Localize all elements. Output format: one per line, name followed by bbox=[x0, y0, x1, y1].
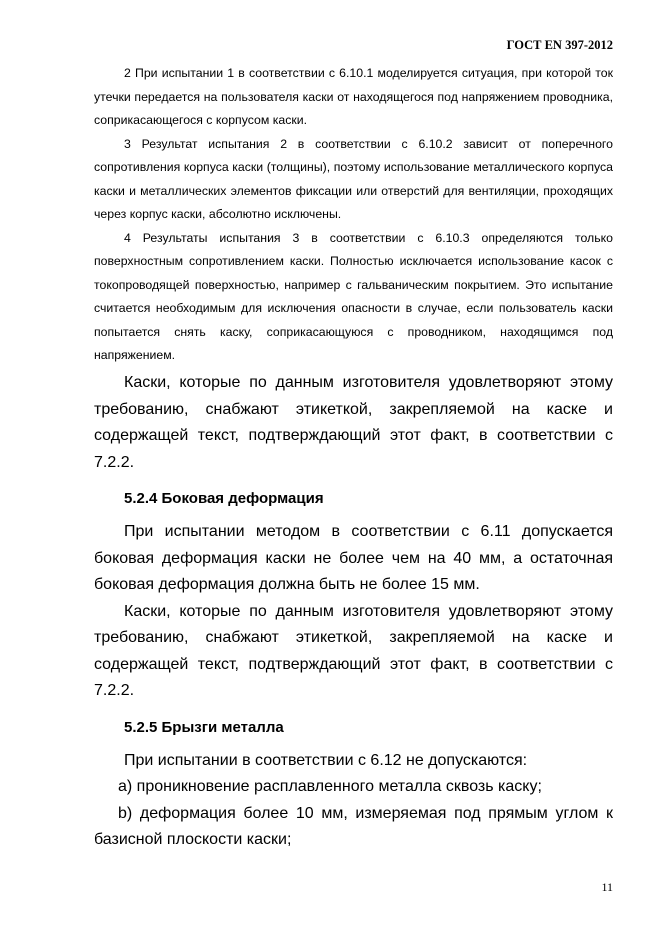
document-header: ГОСТ EN 397-2012 bbox=[506, 38, 613, 52]
section-heading-5-2-5: 5.2.5 Брызги металла bbox=[124, 718, 284, 736]
page-number: 11 bbox=[601, 880, 613, 894]
list-item-b: b) деформация более 10 мм, измеряемая под прямым углом к базисной плоскости каски; bbox=[94, 804, 613, 848]
section-heading-5-2-4: 5.2.4 Боковая деформация bbox=[124, 490, 324, 507]
notes-block bbox=[94, 62, 613, 368]
note-3: 3 Результат испытания 2 в соответствии с 6.10.2 зависит от поперечного сопротивления корпуса каски (толщины), поэтому использование металлического корпуса каски и металлических элементов фиксации или отверстий для вентиляции, проходящих через корпус каски, абсолютно исключены. bbox=[94, 136, 613, 221]
list-item-a: a) проникновение расплавленного металла сквозь каску; bbox=[118, 778, 542, 795]
note-2: 2 При испытании 1 в соответствии с 6.10.1 моделируется ситуация, при которой ток утечки передается на пользователя каски от находящегося под напряжением проводника, соприкасающегося с корпусом каски. bbox=[94, 66, 613, 127]
paragraph-metal-intro: При испытании в соответствии с 6.12 не допускаются: bbox=[124, 751, 528, 769]
paragraph-marking-2: Каски, которые по данным изготовителя удовлетворяют этому требованию, снабжают этикеткой, закрепляемой на каске и содержащей текст, подтверждающий этот факт, в соответствии с 7.2.2. bbox=[94, 602, 613, 699]
main-text bbox=[94, 370, 613, 854]
paragraph-marking-1: Каски, которые по данным изготовителя удовлетворяют этому требованию, снабжают этикеткой, закрепляемой на каске и содержащей текст, подтверждающий этот факт, в соответствии с 7.2.2. bbox=[94, 374, 613, 471]
paragraph-lateral-deformation: При испытании методом в соответствии с 6.11 допускается боковая деформация каски не более чем на 40 мм, а остаточная боковая деформация должна быть не более 15 мм. bbox=[94, 523, 613, 593]
note-4: 4 Результаты испытания 3 в соответствии с 6.10.3 определяются только поверхностным сопротивлением каски. Полностью исключается использование касок с токопроводящей поверхностью, например с гальваническим покрытием. Это испытание считается необходимым для исключения опасности в случае, если пользователь каски попытается снять каску, соприкасающуюся с проводником, находящимся под напряжением. bbox=[94, 230, 613, 362]
